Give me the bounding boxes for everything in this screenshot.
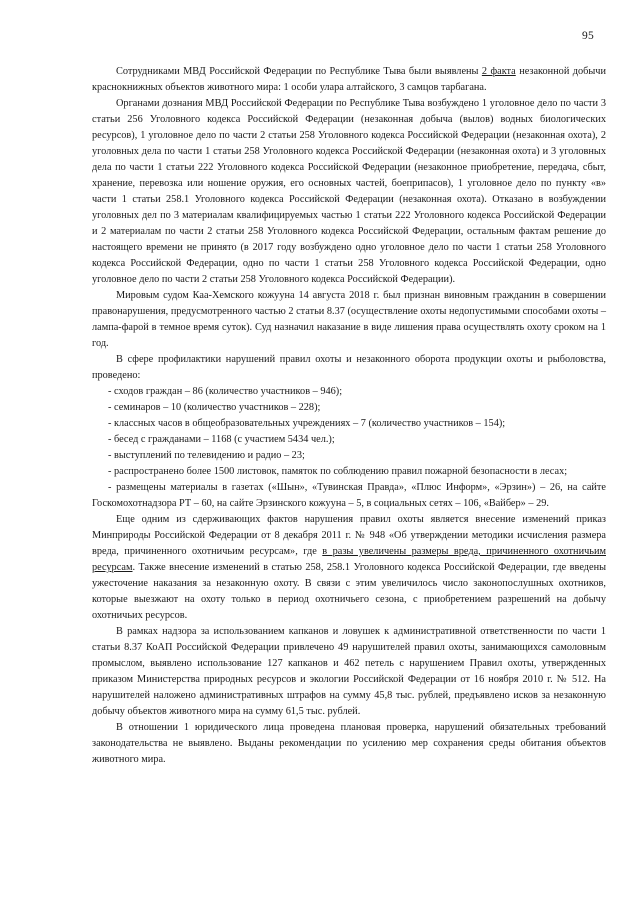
paragraph-inspection: В отношении 1 юридического лица проведена плановая проверка, нарушений обязательных требований законодательства не выявлено. Выданы рекомендации по усилению мер сохранения среды обитания объектов животного мира. <box>92 722 606 765</box>
list-item: - сходов граждан – 86 (количество участников – 946); <box>108 386 343 397</box>
underlined-text: в разы увеличены размеры вреда, причиненного охотничьим ресурсам <box>92 546 606 573</box>
paragraph-prevention-intro: В сфере профилактики нарушений правил охоты и незаконного оборота продукции охоты и рыболовства, проведено: <box>92 354 606 381</box>
list-item: - выступлений по телевидению и радио – 23; <box>108 450 305 461</box>
document-body <box>92 64 606 768</box>
prevention-list <box>92 384 606 512</box>
list-item: - семинаров – 10 (количество участников – 228); <box>108 402 321 413</box>
list-item: - бесед с гражданами – 1168 (с участием 5434 чел.); <box>108 434 335 445</box>
underlined-text: 2 факта <box>481 66 516 77</box>
list-item: - размещены материалы в газетах («Шын», «Тувинская Правда», «Плюс Информ», «Эрзин») – 26, на сайте Госкомохотнадзора РТ – 60, на сайте Эрзинского кожууна – 5, в социальных сетях – 106, «Вайбер» – 29. <box>92 482 606 509</box>
list-item: - распространено более 1500 листовок, памяток по соблюдению правил пожарной безопасности в лесах; <box>108 466 568 477</box>
list-item: - классных часов в общеобразовательных учреждениях – 7 (количество участников – 154); <box>108 418 506 429</box>
paragraph-court-decision: Мировым судом Каа-Хемского кожууна 14 августа 2018 г. был признан виновным гражданин в совершении правонарушения, предусмотренного частью 2 статьи 8.37 (осуществление охоты недопустимыми способами охоты – лампа-фарой в темное время суток). Суд назначил наказание в виде лишения права осуществлять охоту сроком на 1 год. <box>92 290 606 349</box>
page-number: 95 <box>582 30 594 42</box>
paragraph-traps-supervision: В рамках надзора за использованием капканов и ловушек к административной ответственности по части 1 статьи 8.37 КоАП Российской Федерации привлечено 49 нарушителей правил охоты, занимающихся самоловным промыслом, выявлено использование 127 капканов и 462 петель с нарушением Правил охоты, утвержденных приказом Министерства природных ресурсов и экологии Российской Федерации от 16 ноября 2010 г. № 512. На нарушителей наложено административных штрафов на сумму 45,8 тыс. рублей, предъявлено исков за незаконную добычу объектов животного мира на сумму 61,5 тыс. рублей. <box>92 626 606 717</box>
paragraph-mvd-facts: Сотрудниками МВД Российской Федерации по Республике Тыва были выявлены 2 факта незаконной добычи краснокнижных объектов животного мира: 1 особи улара алтайского, 3 самцов тарбагана. <box>92 66 607 93</box>
paragraph-deterrent-factors: Еще одним из сдерживающих фактов нарушения правил охоты является внесение изменений приказ Минприроды Российской Федерации от 8 декабря 2011 г. № 948 «Об утверждении методики исчисления размера вреда, причиненного охотничьим ресурсам», где в разы увеличены размеры вреда, причиненного охотничьим ресурсам. Также внесение изменений в статью 258, 258.1 Уголовного кодекса Российской Федерации, где введены ужесточение наказания за незаконную охоту. В связи с этим увеличилось число законопослушных охотников, которые выезжают на охоту только в период охотничьего сезона, с приобретением разрешений на добычу охотничьих ресурсов. <box>92 514 606 621</box>
paragraph-criminal-cases: Органами дознания МВД Российской Федерации по Республике Тыва возбуждено 1 уголовное дело по части 3 статьи 256 Уголовного кодекса Российской Федерации (незаконная добыча (вылов) водных биологических ресурсов), 1 уголовное дело по части 2 статьи 258 Уголовного кодекса Российской Федерации (незаконная охота), 2 уголовных дела по части 1 статьи 258 Уголовного кодекса Российской Федерации (незаконная охота) и 3 уголовных дела по части 1 статьи 222 Уголовного кодекса Российской Федерации (незаконное приобретение, передача, сбыт, хранение, перевозка или ношение оружия, его основных частей, боеприпасов), 1 уголовное дело по пункту «в» части 1 статьи 258.1 Уголовного кодекса Российской Федерации (незаконная охота). Отказано в возбуждении уголовных дел по 3 материалам квалифицируемых частью 1 статьи 222 Уголовного кодекса Российской Федерации и 2 материалам по части 2 статьи 258 Уголовного кодекса Российской Федерации, остальным фактам решение до настоящего времени не принято (в 2017 году возбуждено одно уголовное дело по части 1 статьи 258 Уголовного кодекса Российской Федерации, одно по части 1 статьи 258 Уголовного кодекса Российской Федерации, одно уголовное дело по части 2 статьи 258 Уголовного кодекса Российской Федерации). <box>92 98 606 285</box>
